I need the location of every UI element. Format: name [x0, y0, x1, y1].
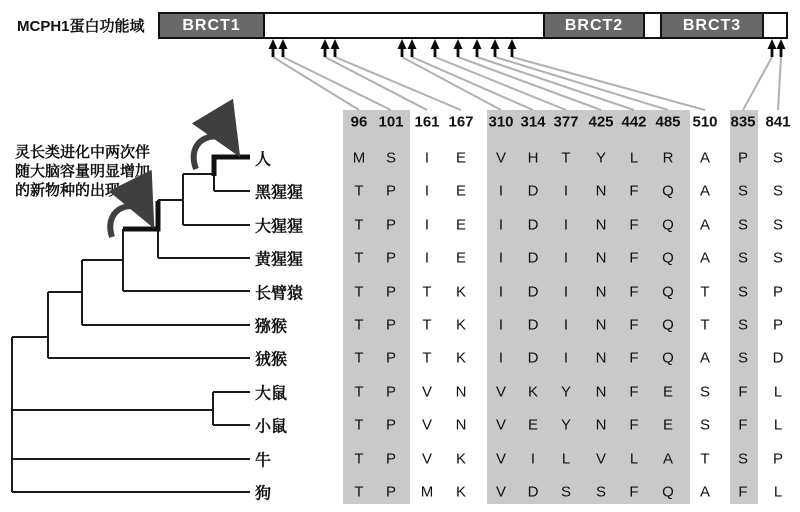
residue-cell: M — [420, 483, 434, 501]
residue-cell: F — [738, 416, 748, 434]
domain-box-brct2: BRCT2 — [543, 14, 645, 37]
residue-cell: I — [563, 216, 569, 234]
residue-cell: N — [595, 383, 607, 401]
residue-cell: A — [699, 249, 711, 267]
residue-cell: V — [421, 383, 433, 401]
residue-cell: A — [699, 216, 711, 234]
species-label: 狗 — [255, 485, 272, 503]
residue-cell: Q — [662, 182, 674, 200]
residue-cell: T — [354, 349, 364, 367]
position-label: 510 — [692, 113, 718, 131]
residue-cell: I — [424, 249, 430, 267]
residue-cell: P — [385, 316, 397, 334]
residue-cell: K — [455, 316, 467, 334]
residue-cell: S — [737, 283, 749, 301]
residue-cell: I — [424, 149, 430, 167]
residue-cell: Q — [662, 483, 674, 501]
residue-cell: T — [422, 316, 432, 334]
species-label: 牛 — [255, 452, 272, 470]
residue-cell: D — [772, 349, 784, 367]
residue-cell: S — [772, 149, 784, 167]
residue-cell: H — [527, 149, 539, 167]
residue-cell: Q — [662, 349, 674, 367]
residue-cell: N — [595, 416, 607, 434]
residue-cell: I — [563, 283, 569, 301]
residue-cell: L — [773, 483, 783, 501]
residue-cell: L — [773, 416, 783, 434]
residue-cell: A — [662, 450, 674, 468]
residue-cell: T — [354, 383, 364, 401]
residue-cell: Y — [560, 416, 572, 434]
residue-cell: V — [595, 450, 607, 468]
residue-cell: F — [629, 416, 639, 434]
residue-cell: P — [385, 349, 397, 367]
residue-cell: Y — [595, 149, 607, 167]
residue-cell: D — [527, 316, 539, 334]
residue-cell: T — [354, 483, 364, 501]
residue-cell: T — [354, 182, 364, 200]
residue-cell: P — [385, 249, 397, 267]
position-label: 101 — [378, 113, 404, 131]
residue-cell: T — [354, 249, 364, 267]
residue-cell: S — [737, 349, 749, 367]
residue-cell: T — [354, 216, 364, 234]
residue-cell: M — [352, 149, 366, 167]
species-label: 狨猴 — [255, 351, 288, 369]
position-label: 167 — [448, 113, 474, 131]
residue-cell: F — [629, 483, 639, 501]
residue-cell: P — [385, 450, 397, 468]
residue-cell: K — [455, 450, 467, 468]
position-label: 442 — [621, 113, 647, 131]
residue-cell: N — [595, 249, 607, 267]
residue-cell: P — [385, 182, 397, 200]
residue-cell: I — [424, 182, 430, 200]
residue-cell: S — [772, 249, 784, 267]
residue-cell: S — [595, 483, 607, 501]
residue-cell: P — [385, 283, 397, 301]
residue-cell: F — [629, 383, 639, 401]
residue-cell: P — [385, 483, 397, 501]
residue-cell: E — [455, 216, 467, 234]
residue-cell: E — [662, 383, 674, 401]
residue-cell: I — [498, 249, 504, 267]
residue-cell: E — [527, 416, 539, 434]
residue-cell: Q — [662, 283, 674, 301]
residue-cell: T — [354, 416, 364, 434]
residue-cell: F — [629, 349, 639, 367]
residue-cell: V — [495, 383, 507, 401]
residue-cell: F — [629, 249, 639, 267]
residue-cell: K — [455, 283, 467, 301]
residue-cell: F — [629, 316, 639, 334]
position-label: 314 — [520, 113, 546, 131]
residue-cell: D — [527, 283, 539, 301]
species-label: 黑猩猩 — [255, 184, 304, 202]
residue-cell: L — [773, 383, 783, 401]
residue-cell: S — [737, 450, 749, 468]
residue-cell: N — [455, 383, 467, 401]
position-label: 485 — [655, 113, 681, 131]
residue-cell: S — [385, 149, 397, 167]
residue-cell: V — [495, 450, 507, 468]
residue-cell: I — [498, 316, 504, 334]
residue-cell: P — [385, 383, 397, 401]
residue-cell: I — [498, 216, 504, 234]
residue-cell: N — [455, 416, 467, 434]
position-label: 425 — [588, 113, 614, 131]
residue-cell: S — [560, 483, 572, 501]
residue-cell: L — [561, 450, 571, 468]
residue-cell: I — [424, 216, 430, 234]
residue-cell: T — [354, 283, 364, 301]
position-label: 96 — [350, 113, 368, 131]
annotation-line: 灵长类进化中两次伴 — [15, 144, 151, 161]
species-label: 小鼠 — [255, 418, 288, 436]
residue-cell: A — [699, 149, 711, 167]
residue-cell: P — [737, 149, 749, 167]
residue-cell: F — [738, 383, 748, 401]
residue-cell: S — [737, 316, 749, 334]
residue-cell: F — [629, 283, 639, 301]
residue-cell: D — [527, 483, 539, 501]
residue-cell: S — [699, 416, 711, 434]
residue-cell: T — [700, 283, 710, 301]
residue-cell: T — [700, 450, 710, 468]
position-label: 835 — [730, 113, 756, 131]
residue-cell: E — [455, 182, 467, 200]
residue-cell: P — [385, 416, 397, 434]
residue-cell: N — [595, 216, 607, 234]
residue-cell: R — [662, 149, 674, 167]
residue-cell: A — [699, 349, 711, 367]
residue-cell: E — [455, 249, 467, 267]
species-label: 猕猴 — [255, 318, 288, 336]
residue-cell: P — [772, 316, 784, 334]
residue-cell: V — [495, 416, 507, 434]
residue-cell: D — [527, 182, 539, 200]
residue-cell: F — [629, 182, 639, 200]
position-label: 841 — [765, 113, 791, 131]
residue-cell: T — [354, 450, 364, 468]
residue-cell: K — [455, 483, 467, 501]
residue-cell: V — [421, 450, 433, 468]
residue-cell: F — [629, 216, 639, 234]
residue-cell: P — [772, 450, 784, 468]
residue-cell: T — [354, 316, 364, 334]
residue-cell: Q — [662, 249, 674, 267]
residue-cell: D — [527, 349, 539, 367]
residue-cell: S — [772, 216, 784, 234]
residue-cell: S — [737, 249, 749, 267]
residue-cell: T — [422, 349, 432, 367]
residue-cell: P — [385, 216, 397, 234]
residue-cell: S — [737, 216, 749, 234]
residue-cell: Q — [662, 316, 674, 334]
residue-cell: K — [455, 349, 467, 367]
residue-cell: I — [530, 450, 536, 468]
residue-cell: I — [563, 249, 569, 267]
residue-cell: I — [498, 349, 504, 367]
residue-cell: V — [421, 416, 433, 434]
residue-cell: N — [595, 349, 607, 367]
residue-cell: N — [595, 283, 607, 301]
annotation-line: 的新物种的出现 — [15, 182, 121, 199]
residue-cell: Y — [560, 383, 572, 401]
annotation-line: 随大脑容量明显增加 — [15, 163, 151, 180]
residue-cell: E — [455, 149, 467, 167]
domain-box-brct3: BRCT3 — [660, 14, 764, 37]
species-label: 大猩猩 — [255, 218, 304, 236]
residue-cell: A — [699, 483, 711, 501]
residue-cell: E — [662, 416, 674, 434]
residue-cell: L — [629, 149, 639, 167]
residue-cell: I — [563, 182, 569, 200]
residue-cell: S — [699, 383, 711, 401]
residue-cell: I — [563, 349, 569, 367]
residue-cell: T — [422, 283, 432, 301]
species-label: 人 — [255, 151, 272, 169]
residue-cell: S — [737, 182, 749, 200]
residue-cell: K — [527, 383, 539, 401]
species-label: 大鼠 — [255, 385, 288, 403]
residue-cell: I — [498, 283, 504, 301]
domain-box-brct1: BRCT1 — [158, 14, 265, 37]
residue-cell: I — [563, 316, 569, 334]
residue-cell: V — [495, 483, 507, 501]
residue-cell: T — [700, 316, 710, 334]
position-label: 310 — [488, 113, 514, 131]
species-label: 黄猩猩 — [255, 251, 304, 269]
residue-cell: Q — [662, 216, 674, 234]
residue-cell: L — [629, 450, 639, 468]
residue-cell: I — [498, 182, 504, 200]
residue-cell: V — [495, 149, 507, 167]
residue-cell: T — [561, 149, 571, 167]
residue-cell: D — [527, 249, 539, 267]
position-label: 377 — [553, 113, 579, 131]
residue-cell: S — [772, 182, 784, 200]
position-label: 161 — [414, 113, 440, 131]
residue-cell: A — [699, 182, 711, 200]
residue-cell: F — [738, 483, 748, 501]
residue-cell: N — [595, 182, 607, 200]
species-label: 长臂猿 — [255, 285, 304, 303]
residue-cell: D — [527, 216, 539, 234]
residue-cell: N — [595, 316, 607, 334]
protein-map-title: MCPH1蛋白功能域 — [17, 18, 145, 35]
residue-cell: P — [772, 283, 784, 301]
